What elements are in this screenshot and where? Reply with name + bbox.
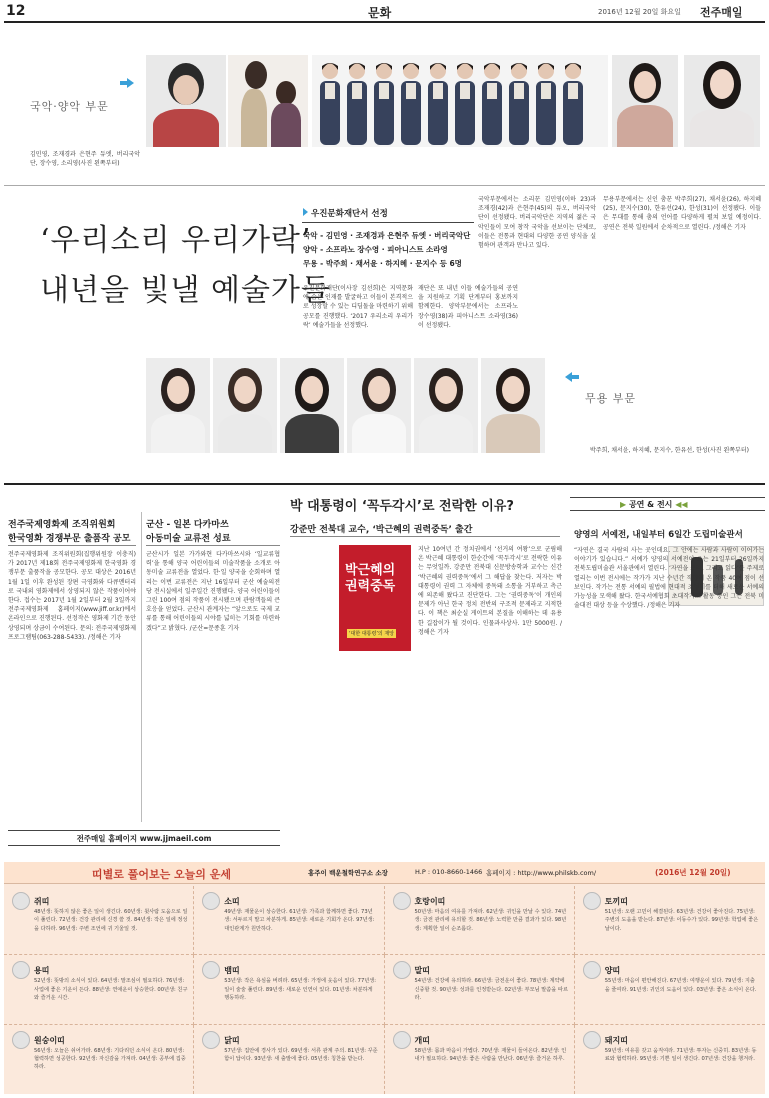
summary-list xyxy=(303,229,475,271)
article-subtitle: 강준만 전북대 교수, ‘박근혜의 권력중독’ 출간 xyxy=(290,525,473,535)
zodiac-name: 닭띠 xyxy=(224,1035,240,1045)
article-body: 지난 10여년 간 정치권에서 ‘선거의 여왕’으로 군림해온 박근혜 대통령이 한순간에 ‘꼭두각시’로 전락한 이유는 무엇일까. 강준만 전북대 신문방송학과 교수는 신간 ‘박근혜의 권력중독’에서 그 해답을 찾는다. 저자는 박 대통령이 권력 그 자체에 중독돼 소통을 거부하고 측근에 의존해 왔다고 진단한다. 그는 ‘권력중독’이 개인의 문제가 아닌 한국 정치 전반의 구조적 문제라고 지적한다. 이 책은 최순실 게이트의 본질을 이해하는 데 유용한 길잡이가 될 것이다. 인물과사상사. 1만 5000원. /정해은 기자 xyxy=(418,546,562,636)
subhead-text: 우진문화재단서 선정 xyxy=(311,209,388,219)
zodiac-fortune-text: 55년생: 마음이 편안해진다. 67년생: 여행운이 있다. 79년생: 지출을 줄여라. 91년생: 귀인의 도움이 있다. 03년생: 좋은 소식이 온다. xyxy=(604,978,757,993)
divider xyxy=(146,545,280,546)
zodiac-fortune-text: 54년생: 건강에 유의하라. 66년생: 금전운이 좋다. 78년생: 계약에 신중할 것. 90년생: 성과를 인정받는다. 02년생: 부모님 말씀을 따르라. xyxy=(414,978,568,1002)
ensemble-member xyxy=(455,63,475,145)
article-subtitle: 한국영화 경쟁부문 출품작 공모 xyxy=(8,534,131,544)
article-body: 전주국제영화제 조직위원회(집행위원장 이충직)가 2017년 제18회 전주국제영화제 한국영화 경쟁부문 출품작을 공모한다. 공모 대상은 2016년 1월 1일 이후 완성된 장편 극영화와 다큐멘터리로 국내외 영화제에서 상영되지 않은 작품이어야 한다. 접수는 2017년 1월 2일부터 2월 3일까지 전주국제영화제 홈페이지(www.jiff.or.kr)에서 온라인으로 진행된다. 선정작은 영화제 기간 동안 상영되며 상금이 수여된다. 문의: 전주국제영화제 프로그램팀(063-288-5433). /정해은 기자 xyxy=(8,551,136,641)
ensemble-member xyxy=(536,63,556,145)
article-title: 전주국제영화제 조직위원회 xyxy=(8,520,116,530)
zodiac-animal-icon xyxy=(393,892,411,910)
zodiac-animal-icon xyxy=(583,892,601,910)
section-title: 문화 xyxy=(368,6,392,20)
summary-line: 양악 - 소프라노 장수영 · 피아니스트 소라영 xyxy=(303,245,448,254)
fortune-cell xyxy=(4,886,194,955)
zodiac-animal-icon xyxy=(393,961,411,979)
summary-line: 무용 - 박주희 · 채서윤 · 하지혜 · 문지수 등 6명 xyxy=(303,259,462,268)
zodiac-name: 돼지띠 xyxy=(604,1035,628,1045)
divider xyxy=(4,483,765,485)
dance-portrait xyxy=(213,358,277,453)
photo-duet xyxy=(228,55,308,147)
fortune-date: (2016년 12월 20일) xyxy=(655,868,731,877)
zodiac-name: 소띠 xyxy=(224,897,240,906)
fortune-cell xyxy=(4,1025,194,1094)
fortune-cell xyxy=(194,886,384,955)
summary-line: 국악 - 김민영 · 조재경과 은현주 듀엣 · 버리국악단 xyxy=(303,231,471,240)
fortune-phone: H.P : 010-8660-1466 xyxy=(415,868,483,876)
dance-photo-row xyxy=(146,358,548,453)
divider xyxy=(4,185,765,186)
ensemble-member xyxy=(428,63,448,145)
fortune-cell xyxy=(194,955,384,1024)
book-cover-title: 박근혜의 권력중독 xyxy=(345,563,396,594)
zodiac-fortune-text: 49년생: 재물운이 상승한다. 61년생: 가족과 함께하면 좋다. 73년생: 서두르지 말고 차분하게. 85년생: 새로운 기회가 온다. 97년생: 대인관계가 원만하다. xyxy=(224,909,375,932)
label-gugak: 국악·양악 부문 xyxy=(30,100,109,113)
zodiac-animal-icon xyxy=(393,1031,411,1049)
zodiac-fortune-text: 59년생: 여유를 갖고 움직여라. 71년생: 투자는 신중히. 83년생: 동료와 협력하라. 95년생: 기쁜 일이 생긴다. 07년생: 건강을 챙겨라. xyxy=(604,1047,757,1063)
article-title: 박 대통령이 ‘꼭두각시’로 전락한 이유? xyxy=(290,499,514,514)
zodiac-name: 토끼띠 xyxy=(604,897,628,906)
site-footer: 전주매일 홈페이지 www.jjmaeil.com xyxy=(8,830,280,846)
zodiac-name: 쥐띠 xyxy=(34,897,50,906)
fortune-cell xyxy=(575,955,765,1024)
divider xyxy=(290,536,560,537)
fortune-grid xyxy=(4,886,765,1094)
label-dance: 무용 부문 xyxy=(585,392,637,405)
ensemble-member xyxy=(401,63,421,145)
headline-line-2: 내년을 빛낼 예술가들 xyxy=(40,273,331,308)
zodiac-name: 원숭이띠 xyxy=(34,1035,65,1045)
fortune-cell xyxy=(385,955,575,1024)
arrow-right-icon xyxy=(120,78,134,88)
zodiac-fortune-text: 57년생: 집안에 경사가 있다. 69년생: 서류 관계 주의. 81년생: 꾸준함이 답이다. 93년생: 새 출발에 좋다. 05년생: 칭찬을 받는다. xyxy=(224,1047,378,1063)
ensemble-member xyxy=(347,63,367,145)
zodiac-fortune-text: 58년생: 몸과 마음이 가볍다. 70년생: 재물이 들어온다. 82년생: 인내가 필요하다. 94년생: 좋은 사람을 만난다. 06년생: 즐거운 하루. xyxy=(414,1047,567,1063)
zodiac-animal-icon xyxy=(583,961,601,979)
body-column: 무용부문에서는 신인 춤꾼 박주희(27), 채서윤(26), 하지혜(25), 문지수(30), 한유선(24), 한성(31)이 선정됐다. 이들은 무대를 통해 춤의 언어를 다양하게 펼쳐 보일 예정이다. 공연은 전북 일원에서 순차적으로 열린다. /정해은 기자 xyxy=(603,196,761,231)
arrow-left-icon xyxy=(565,372,579,382)
headline-line-1: ‘우리소리 우리가락’ xyxy=(40,223,312,258)
section-label xyxy=(620,499,688,510)
article-title: 양영의 서예전, 내일부터 6일간 도립미술관서 xyxy=(574,530,743,540)
ensemble-figures xyxy=(312,55,608,147)
article-subtitle: 아동미술 교류전 성료 xyxy=(146,534,231,544)
triangle-icon: ◀◀ xyxy=(672,500,688,509)
zodiac-fortune-text: 56년생: 오늘은 쉬어가라. 68년생: 기다리던 소식이 온다. 80년생: 협력하면 성공한다. 92년생: 자신감을 가져라. 04년생: 공부에 집중하라. xyxy=(34,1047,186,1071)
zodiac-name: 용띠 xyxy=(34,966,50,976)
zodiac-animal-icon xyxy=(202,1031,220,1049)
column-rule xyxy=(141,512,142,822)
photo-so-rayoung xyxy=(684,55,760,147)
fortune-cell xyxy=(385,886,575,955)
zodiac-animal-icon xyxy=(12,1031,30,1049)
ensemble-member xyxy=(320,63,340,145)
book-cover-tag: ‘대한 대통령’의 재앙 xyxy=(349,631,394,637)
triangle-icon xyxy=(303,208,308,216)
dance-portrait xyxy=(280,358,344,453)
ensemble-member xyxy=(563,63,583,145)
zodiac-animal-icon xyxy=(583,1031,601,1049)
zodiac-animal-icon xyxy=(202,961,220,979)
fortune-cell xyxy=(4,955,194,1024)
zodiac-fortune-text: 50년생: 마음의 여유를 가져라. 62년생: 귀인을 만날 수 있다. 74년생: 금전 관리에 유의할 것. 86년생: 노력한 만큼 결과가 있다. 98년생: 계획한 일이 순조롭다. xyxy=(414,909,567,932)
zodiac-name: 뱀띠 xyxy=(224,966,240,976)
article-title: 군산 - 일본 다카마쓰 xyxy=(146,520,229,530)
zodiac-name: 호랑이띠 xyxy=(414,897,446,906)
ensemble-member xyxy=(482,63,502,145)
photo-kim-minyoung xyxy=(146,55,226,147)
zodiac-name: 말띠 xyxy=(414,966,430,976)
fortune-cell xyxy=(575,886,765,955)
fortune-provider: 홍주이 백운철학연구소 소장 xyxy=(308,869,388,877)
article-body: “자연은 결국 사람의 사는 곳인데요. 그 안에는 사람과 사람이 이어가는 이야기가 있습니다.” 서예가 양영의 서예전이 오는 21일부터 26일까지 전북도립미술관 서울관에서 열린다. ‘자연을 쓰다, 그리고 읽다’를 주제로 열리는 이번 전시에는 작가가 지난 수년간 작업해 온 작품 40여 점이 선보인다. 작가는 전통 서예의 필법에 현대적 조형미를 더해 새로운 서예의 가능성을 모색해 왔다. 한국서예협회 초대작가로 활동 중인 그는 전북 미술대전 대상 등을 수상했다. /정해은 기자 xyxy=(574,547,764,610)
caption-gugak: 김민영, 조재경과 은현주 듀엣, 버리국악단, 장수영, 소리영(사진 왼쪽부터) xyxy=(30,151,140,168)
zodiac-fortune-text: 52년생: 뜻밖의 소식이 있다. 64년생: 말조심이 필요하다. 76년생: 사업에 좋은 기운이 든다. 88년생: 연애운이 상승한다. 00년생: 친구와 즐거운 시간. xyxy=(34,978,188,1002)
photo-jang-suyoung xyxy=(612,55,678,147)
fortune-cell xyxy=(385,1025,575,1094)
zodiac-name: 개띠 xyxy=(414,1035,430,1045)
zodiac-animal-icon xyxy=(12,892,30,910)
triangle-icon: ▶ xyxy=(620,500,629,509)
subhead xyxy=(303,207,388,219)
zodiac-animal-icon xyxy=(202,892,220,910)
zodiac-animal-icon xyxy=(12,961,30,979)
body-column: 우진문화재단(이사장 김선희)은 지역문화에 숨은 인재를 발굴하고 이들이 본격적으로 성장할 수 있는 디딤돌을 마련하기 위해 공모를 진행했다. ‘2017 우리소리 우리가락’ 예술가들을 선정했다. xyxy=(303,285,413,329)
dance-portrait xyxy=(146,358,210,453)
section-label-text: 공연 & 전시 xyxy=(628,500,673,509)
dance-portrait xyxy=(481,358,545,453)
book-cover xyxy=(339,545,411,651)
caption-dance: 박주희, 채서윤, 하지혜, 문지수, 한유선, 한성(사진 왼쪽부터) xyxy=(590,447,749,454)
article-body: 군산시가 일본 가가와현 다카마쓰시와 ‘일교류협력’을 통해 양국 어린이들의 미술작품을 소개로 아동미술 교류전을 열었다. 한·일 양국을 순회하며 열리는 이번 교류전은 지난 16일부터 군산 예술의전당 전시실에서 일주일간 진행됐다. 양국 어린이들이 그린 100여 점의 작품이 전시됐으며 관람객들의 큰 호응을 얻었다. 군산시 관계자는 “앞으로도 국제 교류를 통해 어린이들의 시야를 넓히는 기회를 마련하겠다”고 밝혔다. /군산=문종훈 기자 xyxy=(146,551,280,632)
paper-name: 전주매일 xyxy=(700,6,743,19)
fortune-cell xyxy=(575,1025,765,1094)
zodiac-name: 양띠 xyxy=(604,966,621,976)
body-column: 국악부문에서는 소리꾼 김민영(이하 23)과 조재경(42)과 은현주(45)의 듀오, 버리국악단이 선정됐다. 버리국악단은 지역의 젊은 국악인들이 모여 창작 국악을 선보이는 단체로, 이들은 전통과 현대의 다양한 공연 양식을 실험하며 관객과 만나고 있다. xyxy=(478,196,596,250)
body-column: 재단은 또 내년 이들 예술가들의 공연을 지원하고 기획 단계부터 홍보까지 함께한다. 양악부문에서는 소프라노 장수영(38)과 피아니스트 소라영(36)이 선정됐다. xyxy=(418,285,518,329)
ensemble-member xyxy=(509,63,529,145)
header-rule xyxy=(4,21,765,23)
divider xyxy=(8,545,136,546)
zodiac-fortune-text: 48년생: 뜻하지 않은 좋은 일이 생긴다. 60년생: 윗사람 도움으로 일이 풀린다. 72년생: 건강 관리에 신경 쓸 것. 84년생: 작은 일에 정성을 다하라. 96년생: 주변 조언에 귀 기울일 것. xyxy=(34,909,188,932)
fortune-title: 띠별로 풀어보는 오늘의 운세 xyxy=(92,868,231,881)
zodiac-fortune-text: 51년생: 오랜 고민이 해결된다. 63년생: 건강이 좋아진다. 75년생: 주변의 도움을 받는다. 87년생: 이동수가 있다. 99년생: 학업에 좋은 날이다. xyxy=(604,909,759,932)
issue-date: 2016년 12월 20일 화요일 xyxy=(598,8,681,16)
page-number: 12 xyxy=(6,3,26,19)
dance-portrait xyxy=(414,358,478,453)
zodiac-fortune-text: 53년생: 작은 욕심을 버려라. 65년생: 가정에 웃음이 있다. 77년생: 일이 술술 풀린다. 89년생: 새로운 인연이 있다. 01년생: 차분하게 행동하라. xyxy=(224,978,377,1002)
dance-portrait xyxy=(347,358,411,453)
ensemble-member xyxy=(374,63,394,145)
fortune-cell xyxy=(194,1025,384,1094)
fortune-homepage: 홈페이지 : http://www.philskb.com/ xyxy=(486,869,597,877)
section-label-bar xyxy=(570,497,765,511)
divider xyxy=(302,222,474,223)
